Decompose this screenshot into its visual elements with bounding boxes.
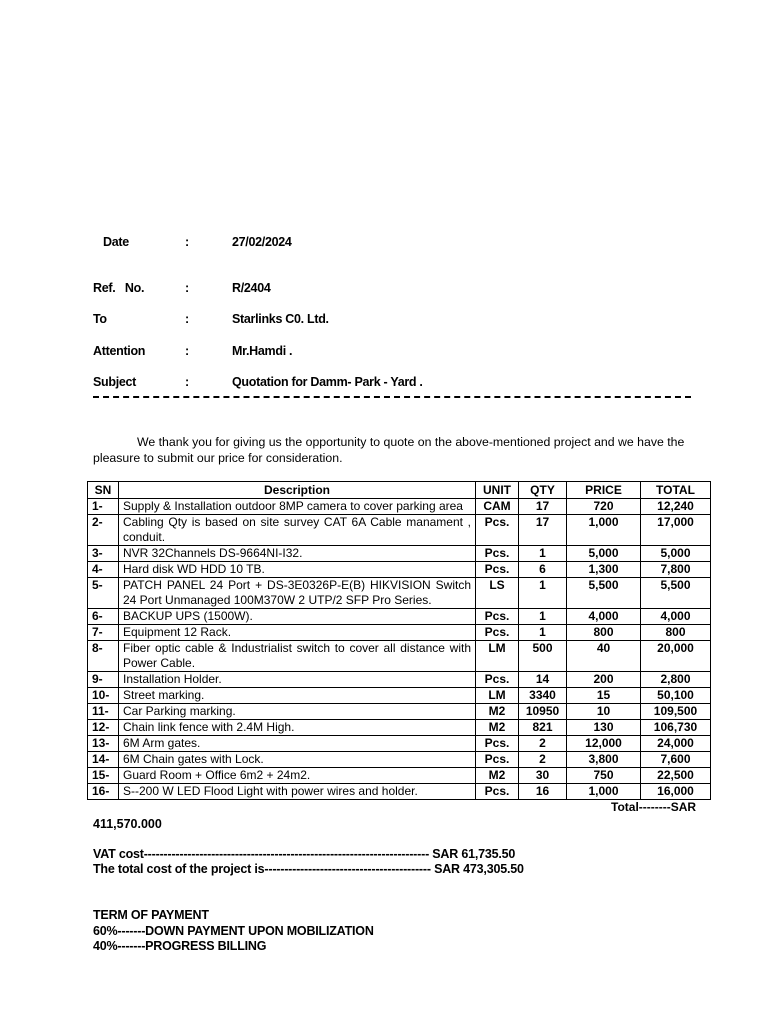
attention-row <box>0 344 768 360</box>
cell-description: Fiber optic cable & Industrialist switch to cover all distance with Power Cable. <box>119 641 476 672</box>
cell-sn: 15- <box>88 768 119 784</box>
cell-unit: Pcs. <box>476 672 519 688</box>
cell-total: 20,000 <box>641 641 711 672</box>
col-header-qty: QTY <box>519 482 567 499</box>
table-row <box>88 688 711 704</box>
cell-sn: 6- <box>88 609 119 625</box>
cell-price: 12,000 <box>567 736 641 752</box>
cell-unit: LM <box>476 641 519 672</box>
cell-unit: Pcs. <box>476 736 519 752</box>
header-divider <box>93 396 691 398</box>
cell-qty: 2 <box>519 752 567 768</box>
cell-sn: 9- <box>88 672 119 688</box>
table-row <box>88 768 711 784</box>
cell-sn: 3- <box>88 546 119 562</box>
cell-total: 12,240 <box>641 499 711 515</box>
cell-total: 4,000 <box>641 609 711 625</box>
cell-unit: Pcs. <box>476 752 519 768</box>
table-header-row <box>88 482 711 499</box>
cell-price: 1,000 <box>567 515 641 546</box>
cell-price: 4,000 <box>567 609 641 625</box>
date-label: Date <box>103 235 129 249</box>
table-row <box>88 609 711 625</box>
cell-qty: 17 <box>519 499 567 515</box>
cell-unit: Pcs. <box>476 546 519 562</box>
cell-price: 5,500 <box>567 578 641 609</box>
subject-colon: : <box>185 375 189 389</box>
cell-qty: 30 <box>519 768 567 784</box>
total-label: Total--------SAR <box>611 800 697 814</box>
ref-row <box>0 281 768 297</box>
cell-unit: M2 <box>476 704 519 720</box>
cell-qty: 6 <box>519 562 567 578</box>
cell-unit: Pcs. <box>476 562 519 578</box>
cell-sn: 4- <box>88 562 119 578</box>
col-header-total: TOTAL <box>641 482 711 499</box>
cell-total: 7,600 <box>641 752 711 768</box>
cell-unit: LS <box>476 578 519 609</box>
attention-colon: : <box>185 344 189 358</box>
cell-description: Hard disk WD HDD 10 TB. <box>119 562 476 578</box>
cell-unit: Pcs. <box>476 784 519 800</box>
cell-sn: 1- <box>88 499 119 515</box>
cell-description: Street marking. <box>119 688 476 704</box>
cell-qty: 500 <box>519 641 567 672</box>
cell-total: 22,500 <box>641 768 711 784</box>
table-row <box>88 672 711 688</box>
cell-description: PATCH PANEL 24 Port + DS-3E0326P-E(B) HIKVISION Switch 24 Port Unmanaged 100M370W 2 UTP/2 SFP Pro Series. <box>119 578 476 609</box>
to-row <box>0 312 768 328</box>
ref-label: Ref. No. <box>93 281 145 295</box>
cell-price: 130 <box>567 720 641 736</box>
to-label: To <box>93 312 107 326</box>
cell-price: 3,800 <box>567 752 641 768</box>
to-colon: : <box>185 312 189 326</box>
cell-qty: 1 <box>519 546 567 562</box>
to-value: Starlinks C0. Ltd. <box>232 312 329 326</box>
cell-sn: 14- <box>88 752 119 768</box>
table-row <box>88 546 711 562</box>
cell-description: Guard Room + Office 6m2 + 24m2. <box>119 768 476 784</box>
cell-price: 15 <box>567 688 641 704</box>
table-row <box>88 736 711 752</box>
cell-description: Installation Holder. <box>119 672 476 688</box>
cell-price: 10 <box>567 704 641 720</box>
cell-sn: 12- <box>88 720 119 736</box>
cell-unit: Pcs. <box>476 609 519 625</box>
cell-price: 750 <box>567 768 641 784</box>
cell-description: Equipment 12 Rack. <box>119 625 476 641</box>
cell-sn: 10- <box>88 688 119 704</box>
cell-unit: M2 <box>476 720 519 736</box>
cell-description: Car Parking marking. <box>119 704 476 720</box>
cell-unit: Pcs. <box>476 625 519 641</box>
cell-qty: 1 <box>519 625 567 641</box>
col-header-unit: UNIT <box>476 482 519 499</box>
subject-label: Subject <box>93 375 137 389</box>
table-row <box>88 562 711 578</box>
cell-description: S--200 W LED Flood Light with power wires and holder. <box>119 784 476 800</box>
date-colon: : <box>185 235 189 249</box>
cell-description: 6M Chain gates with Lock. <box>119 752 476 768</box>
table-row <box>88 625 711 641</box>
cell-price: 40 <box>567 641 641 672</box>
cell-total: 109,500 <box>641 704 711 720</box>
col-header-price: PRICE <box>567 482 641 499</box>
payment-line-1: 60%-------DOWN PAYMENT UPON MOBILIZATION <box>93 924 374 938</box>
ref-value: R/2404 <box>232 281 271 295</box>
cell-total: 5,500 <box>641 578 711 609</box>
table-row <box>88 752 711 768</box>
cell-description: NVR 32Channels DS-9664NI-I32. <box>119 546 476 562</box>
payment-line-2: 40%-------PROGRESS BILLING <box>93 939 267 953</box>
cell-total: 7,800 <box>641 562 711 578</box>
cell-sn: 7- <box>88 625 119 641</box>
cell-sn: 16- <box>88 784 119 800</box>
cell-description: Supply & Installation outdoor 8MP camera to cover parking area <box>119 499 476 515</box>
total-value: 411,570.000 <box>93 817 162 831</box>
cell-qty: 14 <box>519 672 567 688</box>
project-total-line: The total cost of the project is------------------------------------------ SAR 473,305.50 <box>93 862 524 876</box>
cell-price: 1,000 <box>567 784 641 800</box>
table-row <box>88 641 711 672</box>
cell-price: 720 <box>567 499 641 515</box>
intro-text: We thank you for giving us the opportunity to quote on the above-mentioned project and we have the pleasure to submit our price for consideration. <box>93 435 685 465</box>
table-row <box>88 704 711 720</box>
cell-sn: 2- <box>88 515 119 546</box>
table-row <box>88 784 711 800</box>
cell-sn: 5- <box>88 578 119 609</box>
cell-sn: 13- <box>88 736 119 752</box>
cell-sn: 8- <box>88 641 119 672</box>
cell-qty: 2 <box>519 736 567 752</box>
quotation-table <box>87 481 711 800</box>
cell-price: 800 <box>567 625 641 641</box>
cell-qty: 1 <box>519 578 567 609</box>
cell-qty: 16 <box>519 784 567 800</box>
cell-total: 50,100 <box>641 688 711 704</box>
cell-description: Cabling Qty is based on site survey CAT 6A Cable manament , conduit. <box>119 515 476 546</box>
cell-unit: CAM <box>476 499 519 515</box>
table-row <box>88 499 711 515</box>
date-value: 27/02/2024 <box>232 235 292 249</box>
table-body <box>88 499 711 800</box>
cell-description: Chain link fence with 2.4M High. <box>119 720 476 736</box>
cell-total: 5,000 <box>641 546 711 562</box>
cell-qty: 821 <box>519 720 567 736</box>
col-header-sn: SN <box>88 482 119 499</box>
cell-total: 106,730 <box>641 720 711 736</box>
cell-total: 800 <box>641 625 711 641</box>
cell-total: 16,000 <box>641 784 711 800</box>
cell-unit: Pcs. <box>476 515 519 546</box>
intro-paragraph <box>93 434 713 466</box>
cell-qty: 10950 <box>519 704 567 720</box>
cell-price: 1,300 <box>567 562 641 578</box>
cell-unit: LM <box>476 688 519 704</box>
col-header-description: Description <box>119 482 476 499</box>
cell-sn: 11- <box>88 704 119 720</box>
payment-title: TERM OF PAYMENT <box>93 908 209 922</box>
table-row <box>88 720 711 736</box>
cell-total: 17,000 <box>641 515 711 546</box>
cell-price: 5,000 <box>567 546 641 562</box>
cell-description: BACKUP UPS (1500W). <box>119 609 476 625</box>
vat-line: VAT cost------------------------------------------------------------------------ SAR 61,735.50 <box>93 847 516 861</box>
cell-unit: M2 <box>476 768 519 784</box>
cell-description: 6M Arm gates. <box>119 736 476 752</box>
cell-total: 24,000 <box>641 736 711 752</box>
table-row <box>88 578 711 609</box>
cell-qty: 3340 <box>519 688 567 704</box>
date-row <box>0 235 768 251</box>
subject-value: Quotation for Damm- Park - Yard . <box>232 375 423 389</box>
cell-qty: 17 <box>519 515 567 546</box>
attention-label: Attention <box>93 344 146 358</box>
attention-value: Mr.Hamdi . <box>232 344 293 358</box>
subject-row <box>0 375 768 391</box>
cell-total: 2,800 <box>641 672 711 688</box>
cell-qty: 1 <box>519 609 567 625</box>
table-row <box>88 515 711 546</box>
ref-colon: : <box>185 281 189 295</box>
cell-price: 200 <box>567 672 641 688</box>
